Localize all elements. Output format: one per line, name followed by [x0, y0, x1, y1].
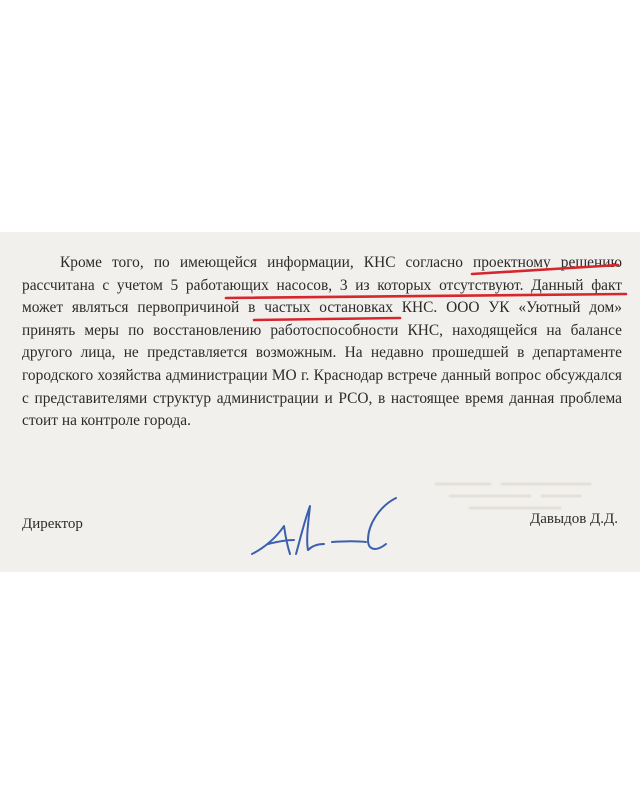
letter-paragraph: Кроме того, по имеющейся информации, КНС согласно проектному решению рассчитана с учетом 5 работающих насосов, 3 из которых отсутствуют. Данный факт может являться первопричиной в частых остановках КНС. ООО УК «Уютный дом» принять меры по восстановлению работоспособности КНС, находящейся на балансе другого лица, не представляется возможным. На недавно прошедшей в департаменте городского хозяйства администрации МО г. Краснодар встрече данный вопрос обсуждался с представителями структур администрации и РСО, в настоящее время данная проблема стоит на контроле города. — [22, 254, 622, 430]
handwritten-signature — [246, 484, 416, 570]
letter-body — [22, 252, 622, 433]
signatory-position: Директор — [22, 516, 83, 532]
signatory-name: Давыдов Д.Д. — [530, 511, 618, 527]
